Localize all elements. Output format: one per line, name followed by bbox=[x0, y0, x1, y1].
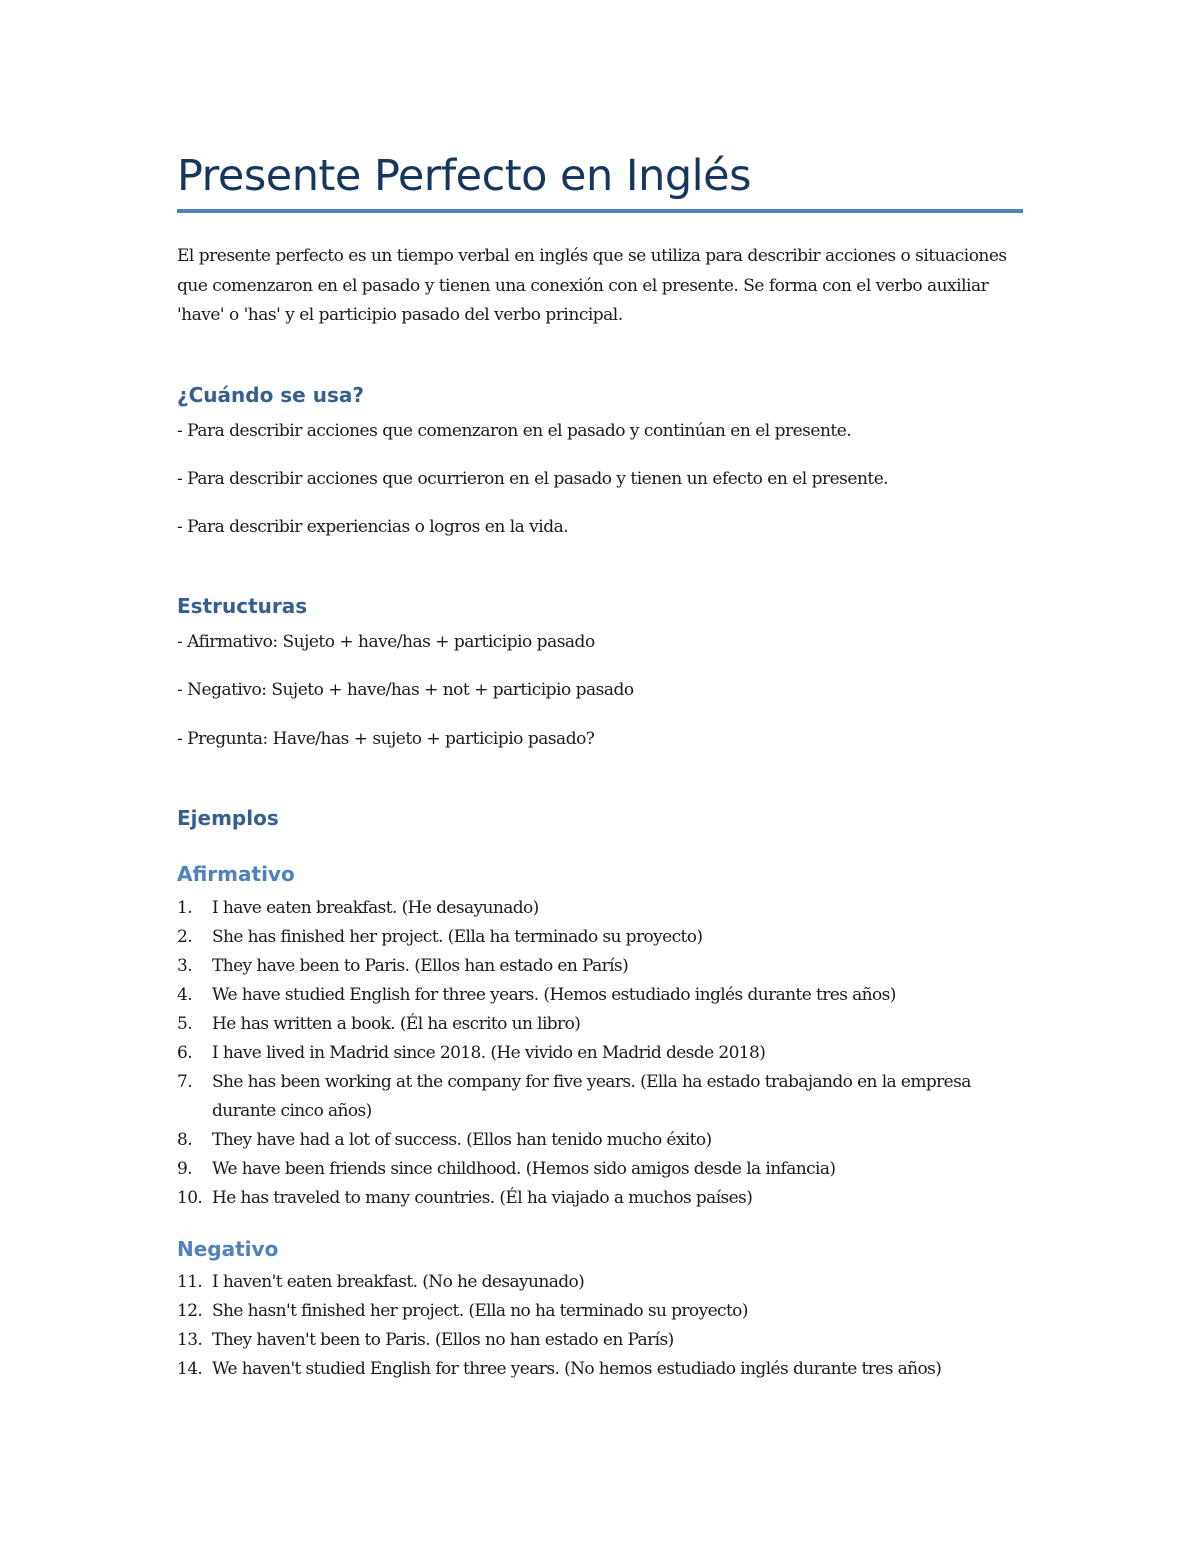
heading-ejemplos: Ejemplos bbox=[177, 806, 279, 830]
uso-item: - Para describir experiencias o logros en la vida. bbox=[177, 517, 569, 537]
list-item-text: I have eaten breakfast. (He desayunado) bbox=[212, 898, 539, 918]
estructura-item: - Negativo: Sujeto + have/has + not + participio pasado bbox=[177, 680, 634, 700]
list-item-number: 1. bbox=[177, 898, 193, 918]
list-item bbox=[177, 894, 1023, 923]
list-item-text: They have been to Paris. (Ellos han estado en París) bbox=[212, 956, 629, 976]
list-item bbox=[177, 1155, 1023, 1184]
list-item-number: 5. bbox=[177, 1014, 193, 1034]
list-item-text: He has written a book. (Él ha escrito un libro) bbox=[212, 1014, 581, 1034]
title-underline bbox=[177, 209, 1023, 213]
list-item bbox=[177, 1297, 1023, 1326]
list-item bbox=[177, 1126, 1023, 1155]
list-item-number: 2. bbox=[177, 927, 193, 947]
uso-item: - Para describir acciones que ocurrieron en el pasado y tienen un efecto en el presente. bbox=[177, 469, 889, 489]
list-item-text: We haven't studied English for three years. (No hemos estudiado inglés durante tres años) bbox=[212, 1359, 942, 1379]
list-item bbox=[177, 952, 1023, 981]
list-item-text: I haven't eaten breakfast. (No he desayunado) bbox=[212, 1272, 585, 1292]
list-item bbox=[177, 1068, 1023, 1126]
list-item bbox=[177, 1326, 1023, 1355]
document-title: Presente Perfecto en Inglés bbox=[177, 151, 751, 201]
list-item-text: He has traveled to many countries. (Él ha viajado a muchos países) bbox=[212, 1188, 753, 1208]
list-item-text: She has finished her project. (Ella ha terminado su proyecto) bbox=[212, 927, 703, 947]
list-item-number: 10. bbox=[177, 1188, 203, 1208]
list-item bbox=[177, 1355, 1023, 1384]
intro-paragraph: El presente perfecto es un tiempo verbal en inglés que se utiliza para describir acciones o situaciones que comenzaron en el pasado y tienen una conexión con el presente. Se forma con el verbo auxiliar 'have' o 'has' y el participio pasado del verbo principal. bbox=[177, 246, 1007, 325]
list-item-number: 8. bbox=[177, 1130, 193, 1150]
list-item bbox=[177, 981, 1023, 1010]
afirmativo-list bbox=[177, 894, 1023, 1213]
list-item-text: She has been working at the company for five years. (Ella ha estado trabajando en la empresa durante cinco años) bbox=[212, 1072, 971, 1121]
list-item-text: She hasn't finished her project. (Ella no ha terminado su proyecto) bbox=[212, 1301, 748, 1321]
estructura-item: - Pregunta: Have/has + sujeto + participio pasado? bbox=[177, 729, 595, 749]
list-item-text: They haven't been to Paris. (Ellos no han estado en París) bbox=[212, 1330, 674, 1350]
list-item-number: 14. bbox=[177, 1359, 203, 1379]
heading-negativo: Negativo bbox=[177, 1237, 279, 1261]
list-item bbox=[177, 1039, 1023, 1068]
list-item-number: 3. bbox=[177, 956, 193, 976]
list-item-number: 6. bbox=[177, 1043, 193, 1063]
list-item bbox=[177, 1268, 1023, 1297]
heading-afirmativo: Afirmativo bbox=[177, 862, 295, 886]
list-item-text: I have lived in Madrid since 2018. (He vivido en Madrid desde 2018) bbox=[212, 1043, 766, 1063]
list-item-number: 7. bbox=[177, 1072, 193, 1092]
list-item-text: We have studied English for three years. (Hemos estudiado inglés durante tres años) bbox=[212, 985, 896, 1005]
uso-item: - Para describir acciones que comenzaron en el pasado y continúan en el presente. bbox=[177, 421, 852, 441]
list-item-number: 13. bbox=[177, 1330, 203, 1350]
list-item bbox=[177, 1184, 1023, 1213]
list-item-number: 4. bbox=[177, 985, 193, 1005]
list-item bbox=[177, 923, 1023, 952]
list-item-text: They have had a lot of success. (Ellos han tenido mucho éxito) bbox=[212, 1130, 712, 1150]
list-item-number: 9. bbox=[177, 1159, 193, 1179]
negativo-list bbox=[177, 1268, 1023, 1384]
heading-cuando-se-usa: ¿Cuándo se usa? bbox=[177, 383, 364, 407]
list-item-number: 11. bbox=[177, 1272, 203, 1292]
heading-estructuras: Estructuras bbox=[177, 594, 308, 618]
estructura-item: - Afirmativo: Sujeto + have/has + participio pasado bbox=[177, 632, 595, 652]
list-item-number: 12. bbox=[177, 1301, 203, 1321]
list-item bbox=[177, 1010, 1023, 1039]
list-item-text: We have been friends since childhood. (Hemos sido amigos desde la infancia) bbox=[212, 1159, 836, 1179]
